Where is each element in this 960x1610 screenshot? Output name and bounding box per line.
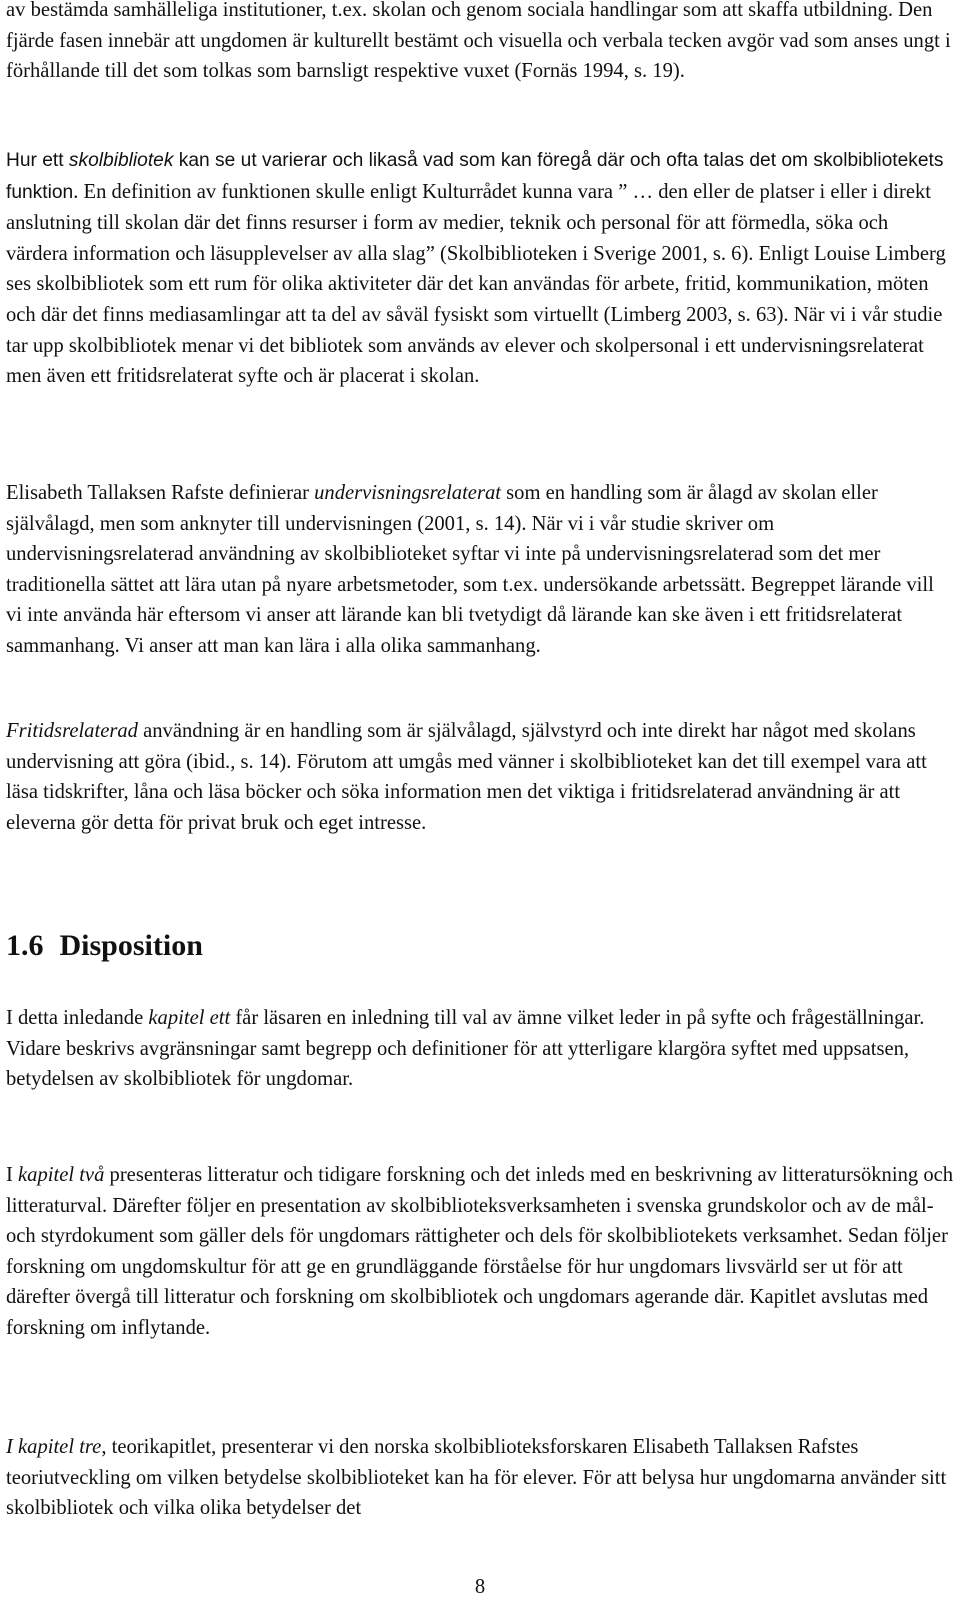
text-run: ” … den eller de platser i eller i direkt anslutning till skolan där det finns resurser i form av medier, teknik och personal för att förmedla, söka och värdera information och läsupplevelser av alla slag” (Skolbiblioteken i Sverige 2001, s. 6). Enligt Louise Limberg ses skolbibliotek som ett rum för olika aktiviteter där det kan användas för arbete, fritid, kommunikation, möten och där det finns mediasamlingar att ta del av såväl fysiskt som virtuellt (Limberg 2003, s. 63). När vi i vår studie tar upp skolbibliotek menar vi det bibliotek som används av elever och skolpersonal i ett undervisningsrelaterat men även ett fritidsrelaterat syfte och är placerat i skolan.: [6, 180, 946, 388]
paragraph-skolbibliotek-definition: [6, 145, 954, 392]
paragraph-undervisningsrelaterat: [6, 478, 954, 662]
text-run: presenteras litteratur och tidigare forskning och det inleds med en beskrivning av litteratursökning och litteraturval. Därefter följer en presentation av skolbiblioteksverksamheten i svenska grundskolor och av de mål- och styrdokument som gäller dels för ungdomars rättigheter och dels för skolbibliotekets verksamhet. Sedan följer forskning om ungdomskultur för att ge en grundläggande förståelse för hur ungdomars livsvärld ser ut för att därefter övergå till litteratur och forskning om skolbibliotek och ungdomars agerande där. Kapitlet avslutas med forskning om inflytande.: [6, 1164, 954, 1339]
section-number: 1.6: [6, 929, 44, 962]
term-fritidsrelaterad: Fritidsrelaterad: [6, 720, 138, 742]
text-run: kan se ut varierar och likaså vad som kan föregå där och ofta talas det om skolbibliotekets funktion: [6, 150, 944, 203]
paragraph-fritidsrelaterad: [6, 716, 954, 838]
paragraph-fornas: av bestämda samhälleliga institutioner, t.ex. skolan och genom sociala handlingar som att skaffa utbildning. Den fjärde fasen innebär att ungdomen är kulturellt bestämt och visuella och verbala tecken avgör vad som anses ungt i förhållande till det som tolkas som barnsligt respektive vuxet (Fornäs 1994, s. 19).: [6, 0, 951, 83]
term-kapitel-tva: kapitel två: [18, 1164, 105, 1186]
section-heading: [6, 926, 203, 966]
text-run: Hur ett: [6, 150, 69, 171]
text-run: får läsaren en inledning till val av ämne vilket leder in på syfte och frågeställningar. Vidare beskrivs avgränsningar samt begrepp och definitioner för att ytterligare klargöra syftet med uppsatsen, betydelsen av skolbibliotek för ungdomar.: [6, 1007, 925, 1091]
paragraph-kapitel-tre: [6, 1432, 954, 1524]
text-run: I detta inledande: [6, 1007, 149, 1029]
term-undervisningsrelaterat: undervisningsrelaterat: [314, 482, 501, 504]
term-skolbibliotek: skolbibliotek: [68, 150, 174, 171]
term-kapitel-ett: kapitel ett: [148, 1007, 231, 1029]
text-run: användning är en handling som är självålagd, självstyrd och inte direkt har något med skolans undervisning att göra (ibid., s. 14). Förutom att umgås med vänner i skolbiblioteket kan det till exempel vara att läsa tidskrifter, låna och läsa böcker och söka information men det viktiga i fritidsrelaterad användning är att eleverna gör detta för privat bruk och eget intresse.: [6, 720, 927, 834]
section-title: Disposition: [59, 929, 203, 962]
text-run: som en handling som är ålagd av skolan eller självålagd, men som anknyter till undervisningen (2001, s. 14). När vi i vår studie skriver om undervisningsrelaterad användning av skolbiblioteket syftar vi inte på undervisningsrelaterad som det mer traditionella sättet att lära utan på nyare arbetsmetoder, som t.ex. undersökande arbetssätt. Begreppet lärande vill vi inte använda här eftersom vi anser att lärande kan bli tvetydigt då lärande kan ske även i ett fritidsrelaterat sammanhang. Vi anser att man kan lära i alla olika sammanhang.: [6, 482, 934, 657]
paragraph-kapitel-tva: [6, 1160, 954, 1344]
text-run: I: [6, 1164, 19, 1186]
term-kapitel-tre: I kapitel tre: [6, 1436, 102, 1458]
text-run: Elisabeth Tallaksen Rafste definierar: [6, 482, 315, 504]
paragraph-kapitel-ett: [6, 1003, 954, 1095]
text-run: , teorikapitlet, presenterar vi den norska skolbiblioteksforskaren Elisabeth Tallaksen Rafstes teoriutveckling om vilken betydelse skolbiblioteket kan ha för elever. För att belysa hur ungdomarna använder sitt skolbibliotek och vilka olika betydelser det: [6, 1436, 947, 1520]
page-number: 8: [474, 1576, 486, 1598]
text-run: . En definition av funktionen skulle enligt Kulturrådet kunna vara: [73, 180, 619, 203]
